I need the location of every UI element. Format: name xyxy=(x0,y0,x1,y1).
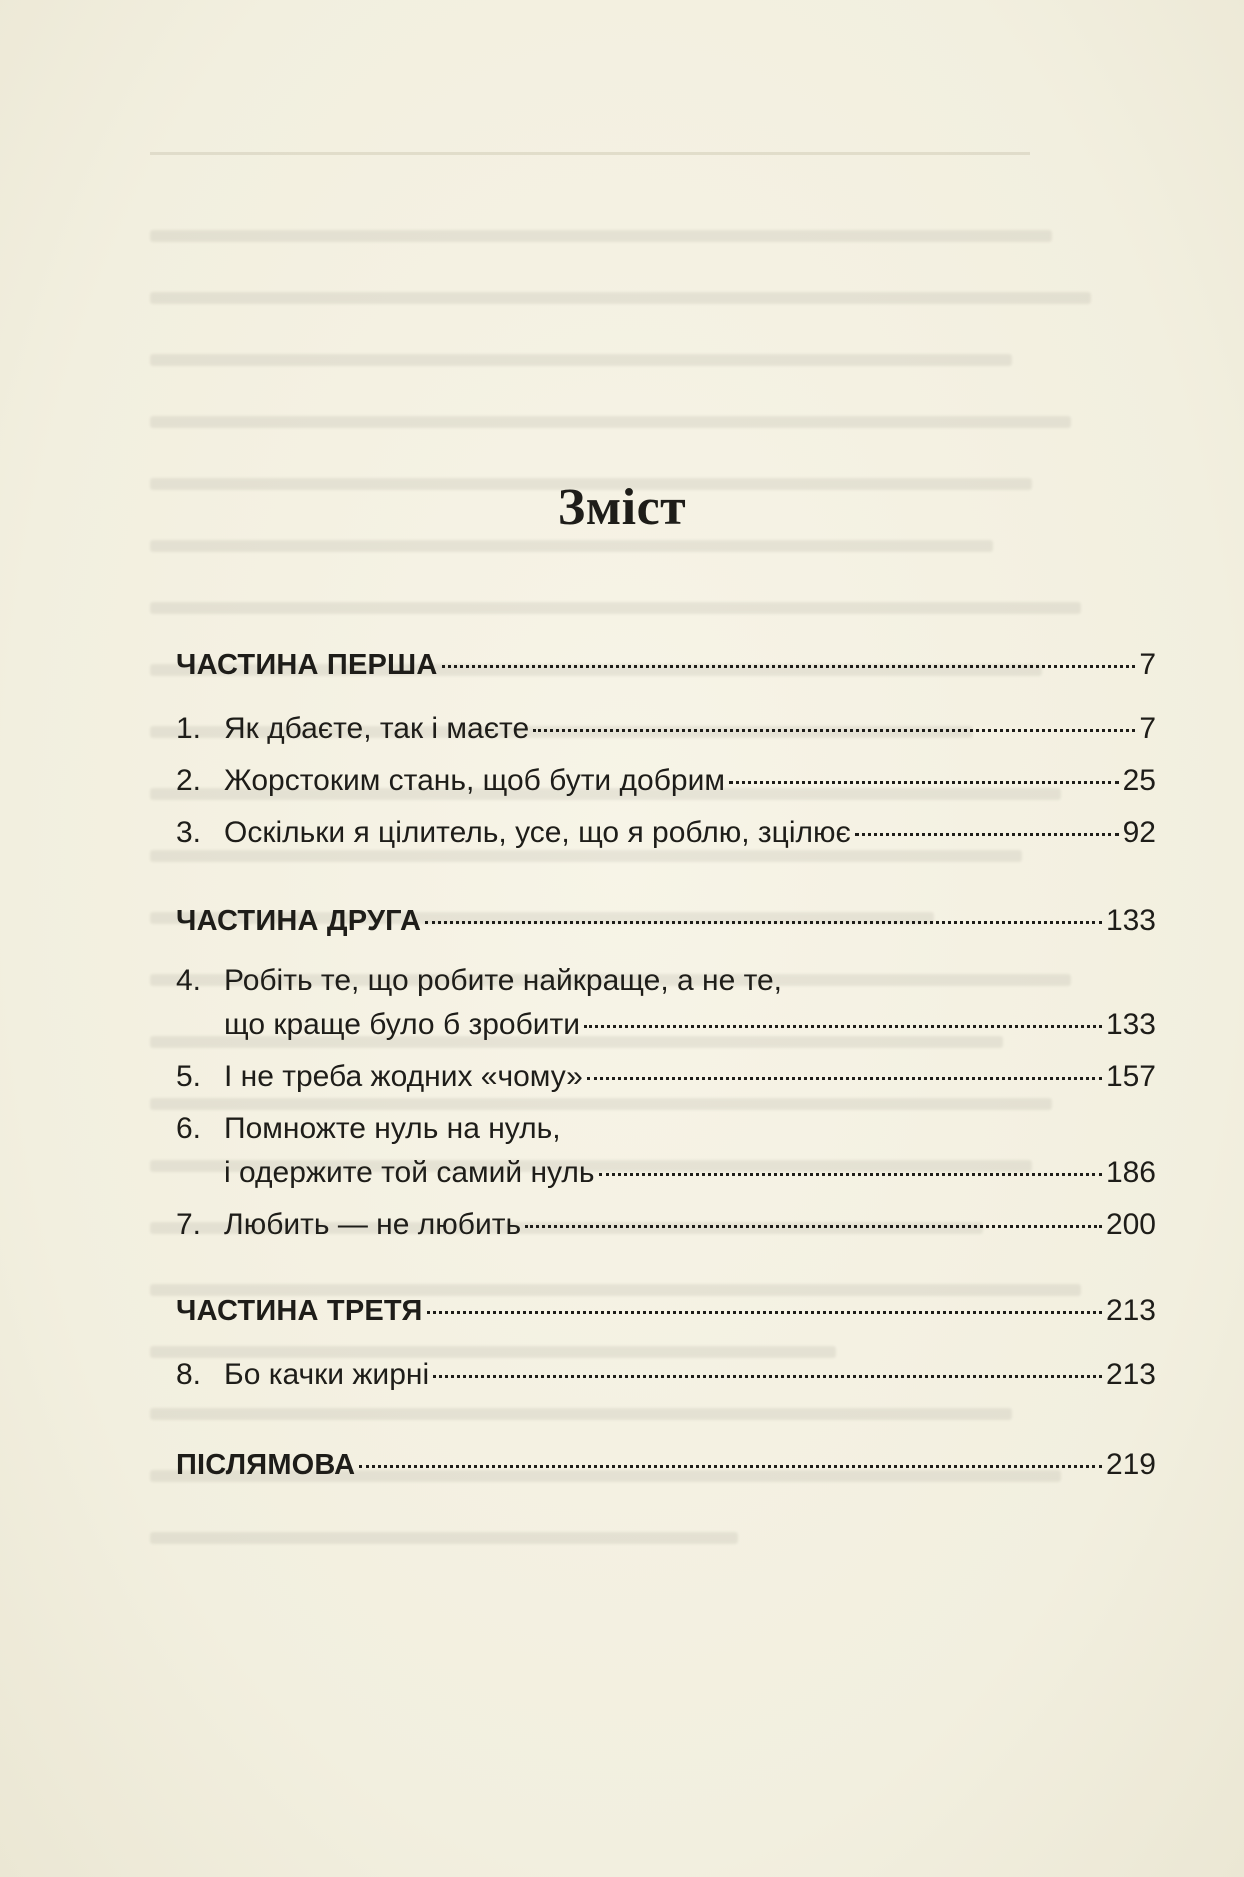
dot-leader xyxy=(729,781,1119,784)
toc-chapter-3[interactable] xyxy=(176,816,1156,850)
toc-part-label: ЧАСТИНА ДРУГА xyxy=(176,905,422,937)
toc-chapter-title: Любить — не любить xyxy=(224,1208,522,1241)
toc-chapter-number: 6. xyxy=(176,1112,202,1145)
dot-leader xyxy=(433,1375,1102,1378)
toc-chapter-number: 3. xyxy=(176,816,202,849)
toc-page-number: 92 xyxy=(1122,816,1156,849)
dot-leader xyxy=(855,833,1119,836)
toc-chapter-title: Оскільки я цілитель, усе, що я роблю, зцілює xyxy=(224,816,851,849)
bleed-through-text xyxy=(150,230,1130,1650)
header-rule xyxy=(150,152,1030,155)
toc-page-number: 186 xyxy=(1105,1156,1156,1189)
toc-chapter-5[interactable] xyxy=(176,1060,1156,1094)
toc-chapter-4-line1 xyxy=(224,964,782,998)
dot-leader xyxy=(427,1311,1102,1314)
toc-chapter-number: 8. xyxy=(176,1358,202,1391)
dot-leader xyxy=(525,1225,1102,1228)
toc-page-number: 133 xyxy=(1105,904,1156,937)
toc-chapter-title-line1: Помножте нуль на нуль, xyxy=(224,1112,561,1145)
toc-chapter-8[interactable] xyxy=(176,1358,1156,1392)
toc-chapter-1[interactable] xyxy=(176,712,1156,746)
toc-chapter-title: що краще було б зробити xyxy=(224,1008,581,1041)
toc-chapter-title: І не треба жодних «чому» xyxy=(224,1060,583,1093)
toc-part-3[interactable] xyxy=(176,1294,1156,1328)
dot-leader xyxy=(599,1173,1102,1176)
toc-page-number: 7 xyxy=(1139,648,1156,681)
toc-page-number: 25 xyxy=(1122,764,1156,797)
toc-chapter-number: 1. xyxy=(176,712,202,745)
dot-leader xyxy=(359,1465,1102,1468)
toc-chapter-7[interactable] xyxy=(176,1208,1156,1242)
dot-leader xyxy=(442,665,1136,668)
toc-chapter-number: 7. xyxy=(176,1208,202,1241)
toc-afterword[interactable] xyxy=(176,1448,1156,1482)
page-title: Зміст xyxy=(557,479,687,536)
toc-part-2[interactable] xyxy=(176,904,1156,938)
toc-page-number: 219 xyxy=(1105,1448,1156,1481)
toc-page-number: 157 xyxy=(1105,1060,1156,1093)
toc-page-number: 213 xyxy=(1105,1358,1156,1391)
toc-chapter-6-line1 xyxy=(224,1112,561,1146)
toc-part-1[interactable] xyxy=(176,648,1156,682)
toc-chapter-title: Бо качки жирні xyxy=(224,1358,430,1391)
toc-part-label: ЧАСТИНА ПЕРША xyxy=(176,649,438,681)
dot-leader xyxy=(584,1025,1102,1028)
toc-page-number: 200 xyxy=(1105,1208,1156,1241)
toc-chapter-title: Як дбаєте, так і маєте xyxy=(224,712,530,745)
toc-page-number: 133 xyxy=(1105,1008,1156,1041)
toc-chapter-number: 5. xyxy=(176,1060,202,1093)
dot-leader xyxy=(587,1077,1102,1080)
toc-chapter-title-line1: Робіть те, що робите найкраще, а не те, xyxy=(224,964,783,997)
dot-leader xyxy=(533,729,1135,732)
toc-part-label: ЧАСТИНА ТРЕТЯ xyxy=(176,1295,423,1327)
toc-chapter-2[interactable] xyxy=(176,764,1156,798)
dot-leader xyxy=(425,921,1102,924)
toc-page-number: 7 xyxy=(1139,712,1156,745)
toc-chapter-number: 4. xyxy=(176,964,202,997)
toc-page-number: 213 xyxy=(1105,1294,1156,1327)
toc-chapter-number: 2. xyxy=(176,764,202,797)
toc-part-label: ПІСЛЯМОВА xyxy=(176,1449,356,1481)
toc-chapter-title: і одержите той самий нуль xyxy=(224,1156,595,1189)
toc-chapter-title: Жорстоким стань, щоб бути добрим xyxy=(224,764,725,797)
